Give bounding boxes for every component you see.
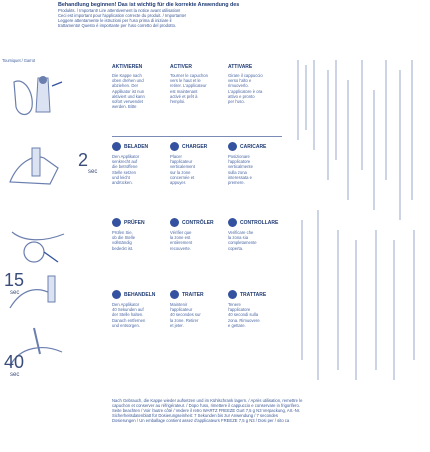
step-seconds-label: sec xyxy=(88,169,98,175)
bullet-dot xyxy=(170,142,179,151)
bullet-dot xyxy=(112,218,121,227)
illustration-column xyxy=(0,72,110,452)
bullet-dot xyxy=(228,218,237,227)
foot-application-illustration xyxy=(4,222,74,272)
column-it-load xyxy=(228,142,282,185)
header-line: trattamento! Questo è importante per l'uso corretto del prodotto. xyxy=(58,23,177,28)
column-it-activate xyxy=(228,64,282,104)
header-line: Produkts. / Important! Lire attentivement la notice avant utilisation! xyxy=(58,8,181,13)
column-fr-load xyxy=(170,142,224,185)
column-text: Tourner le capuchon vers le haut et le retirer. L'applicateur est maintenant activé et prêt à l'emploi. xyxy=(170,73,208,105)
column-heading: BEHANDELN xyxy=(124,291,156,298)
hand-pressing-illustration xyxy=(4,144,74,194)
footer-line: Dosierungen / Un emballage contient assez d'applicateurs FREEZE 7,5 g N3 / Dosi per / sito ca xyxy=(112,418,290,423)
column-heading: CONTRÔLER xyxy=(182,219,214,226)
bullet-dot xyxy=(112,142,121,151)
footer-line: Sicherheitsdatenblatt für Dosierungseinheit: 7 Sekunden bis zur Anwendung / 7 secondes xyxy=(112,413,278,418)
column-heading: AKTIVIEREN xyxy=(112,64,143,70)
column-heading: TRATTARE xyxy=(240,291,267,298)
bullet-dot xyxy=(112,290,121,299)
column-heading: CONTROLLARE xyxy=(240,219,279,226)
step-seconds-label: sec xyxy=(10,290,20,296)
column-de-load xyxy=(112,142,166,185)
header-block xyxy=(58,2,348,28)
column-text: Die Kappe nach oben drehen und abziehen. Der Applikator ist nun aktiviert und kann sofort verwendet werden. Bitte xyxy=(112,73,145,110)
column-heading: CHARGER xyxy=(182,143,208,150)
column-text: Den Applikator senkrecht auf die betroffene Stelle setzen und leicht andrücken. xyxy=(112,154,140,186)
column-fr-treat xyxy=(170,290,224,328)
column-text: Girare il cappuccio verso l'alto e rimuoverlo. L'applicatore è ora attivo e pronto per l'uso. xyxy=(228,73,263,105)
step-number: 40 xyxy=(4,352,25,372)
column-de-activate xyxy=(112,64,166,109)
header-title: Behandlung beginnen! Das ist wichtig für die korrekte Anwendung des xyxy=(58,2,240,8)
column-fr-check xyxy=(170,218,224,251)
column-text: Placer l'applicateur verticalement sur la zone concernée et appuyer. xyxy=(170,154,195,186)
column-de-check xyxy=(112,218,166,251)
column-it-treat xyxy=(228,290,282,328)
column-text: Vérifier que la zone est entièrement recouverte. xyxy=(170,230,193,251)
bullet-dot xyxy=(228,290,237,299)
column-text: Verificare che la zona sia completamente coperta. xyxy=(228,230,257,251)
footer-line: Seite beachten / Voir l'autre côté / Vedere il retro WARTZ FREEZE Gurt 7,5 g N3 Verpackung, Art.-Nr. xyxy=(112,408,301,413)
bullet-dot xyxy=(170,218,179,227)
bullet-dot xyxy=(228,142,237,151)
applicator-cap-illustration xyxy=(4,72,74,122)
column-de-treat xyxy=(112,290,166,328)
section-divider xyxy=(112,136,282,137)
step-seconds-label: sec xyxy=(10,372,20,378)
step-number: 2 xyxy=(78,150,89,170)
column-fr-activate xyxy=(170,64,224,104)
column-heading: BELADEN xyxy=(124,143,149,150)
column-heading: PRÜFEN xyxy=(124,219,145,226)
tourniquet-label: Tourniquet / Garrot xyxy=(2,58,36,63)
column-heading: TRAITER xyxy=(182,291,204,298)
footer-block xyxy=(112,398,427,423)
footer-line: Nach Gebrauch, die Kappe wieder aufsetzen und im Kühlschrank lagern. / Après utilisation, remettre le xyxy=(112,398,303,403)
column-heading: ACTIVER xyxy=(170,64,192,70)
column-heading: ATTIVARE xyxy=(228,64,253,70)
header-line: Leggere attentamente le istruzioni per l'uso prima di iniziare il xyxy=(58,18,172,23)
bullet-dot xyxy=(170,290,179,299)
column-it-check xyxy=(228,218,282,251)
column-text: Den Applikator 40 Sekunden auf der Stelle halten. Danach entfernen und entsorgen. xyxy=(112,302,146,328)
column-text: Maintenir l'applicateur 40 secondes sur la zone. Retirer et jeter. xyxy=(170,302,201,328)
column-text: Prüfen Sie, ob die Stelle vollständig bedeckt ist. xyxy=(112,230,136,251)
column-heading: CARICARE xyxy=(240,143,267,150)
column-text: Posizionare l'applicatore verticalmente sulla zona interessata e premere. xyxy=(228,154,253,186)
footer-line: capuchon et conserver au réfrigérateur. / Dopo l'uso, rimettere il cappuccio e conservare in frigorifero. xyxy=(112,403,300,408)
column-text: Tenere l'applicatore 40 secondi sulla zona. Rimuovere e gettare. xyxy=(228,302,260,328)
vertical-text-strip xyxy=(288,60,428,390)
header-line: Ceci est important pour l'application correcte du produit. / Importante! xyxy=(58,13,187,18)
step-number: 15 xyxy=(4,270,25,290)
